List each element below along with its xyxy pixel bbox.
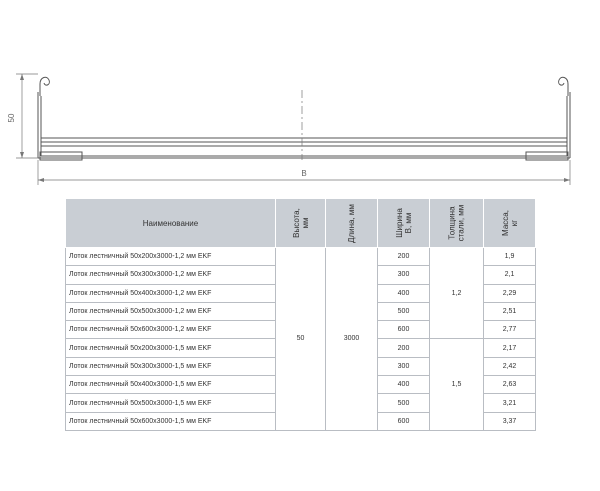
header-name: Наименование [66,199,276,248]
row-name: Лоток лестничный 50х400х3000-1,2 мм EKF [66,284,276,302]
row-name: Лоток лестничный 50х300х3000-1,5 мм EKF [66,357,276,375]
row-name: Лоток лестничный 50х600х3000-1,5 мм EKF [66,412,276,430]
width-value: 200 [378,339,430,357]
header-height: Высота, мм [276,199,326,248]
mass-value: 2,77 [484,321,536,339]
mass-value: 2,51 [484,302,536,320]
row-name: Лоток лестничный 50х500х3000-1,2 мм EKF [66,302,276,320]
width-value: 600 [378,412,430,430]
header-length: Длина, мм [326,199,378,248]
width-dimension-label: B [301,169,307,178]
row-name: Лоток лестничный 50х500х3000-1,5 мм EKF [66,394,276,412]
mass-value: 3,21 [484,394,536,412]
mass-value: 1,9 [484,248,536,266]
width-value: 300 [378,357,430,375]
tray-cross-section-drawing [0,0,600,190]
mass-value: 2,42 [484,357,536,375]
header-mass: Масса, кг [484,199,536,248]
header-width: Ширина B, мм [378,199,430,248]
width-value: 200 [378,248,430,266]
height-dimension-label: 50 [7,113,16,123]
specification-table [65,198,536,431]
table-row [66,248,536,266]
mass-value: 2,1 [484,266,536,284]
row-name: Лоток лестничный 50х300х3000-1,2 мм EKF [66,266,276,284]
mass-value: 2,63 [484,376,536,394]
thickness-value: 1,2 [430,248,484,339]
header-thickness: Толщина стали, мм [430,199,484,248]
width-value: 600 [378,321,430,339]
width-value: 400 [378,376,430,394]
row-name: Лоток лестничный 50х600х3000-1,2 мм EKF [66,321,276,339]
width-value: 300 [378,266,430,284]
mass-value: 2,17 [484,339,536,357]
width-value: 500 [378,394,430,412]
length-value: 3000 [326,248,378,431]
width-value: 400 [378,284,430,302]
width-value: 500 [378,302,430,320]
mass-value: 3,37 [484,412,536,430]
row-name: Лоток лестничный 50х400х3000-1,5 мм EKF [66,376,276,394]
height-value: 50 [276,248,326,431]
row-name: Лоток лестничный 50х200х3000-1,5 мм EKF [66,339,276,357]
thickness-value: 1,5 [430,339,484,430]
mass-value: 2,29 [484,284,536,302]
row-name: Лоток лестничный 50х200х3000-1,2 мм EKF [66,248,276,266]
table-header-row [66,199,536,248]
